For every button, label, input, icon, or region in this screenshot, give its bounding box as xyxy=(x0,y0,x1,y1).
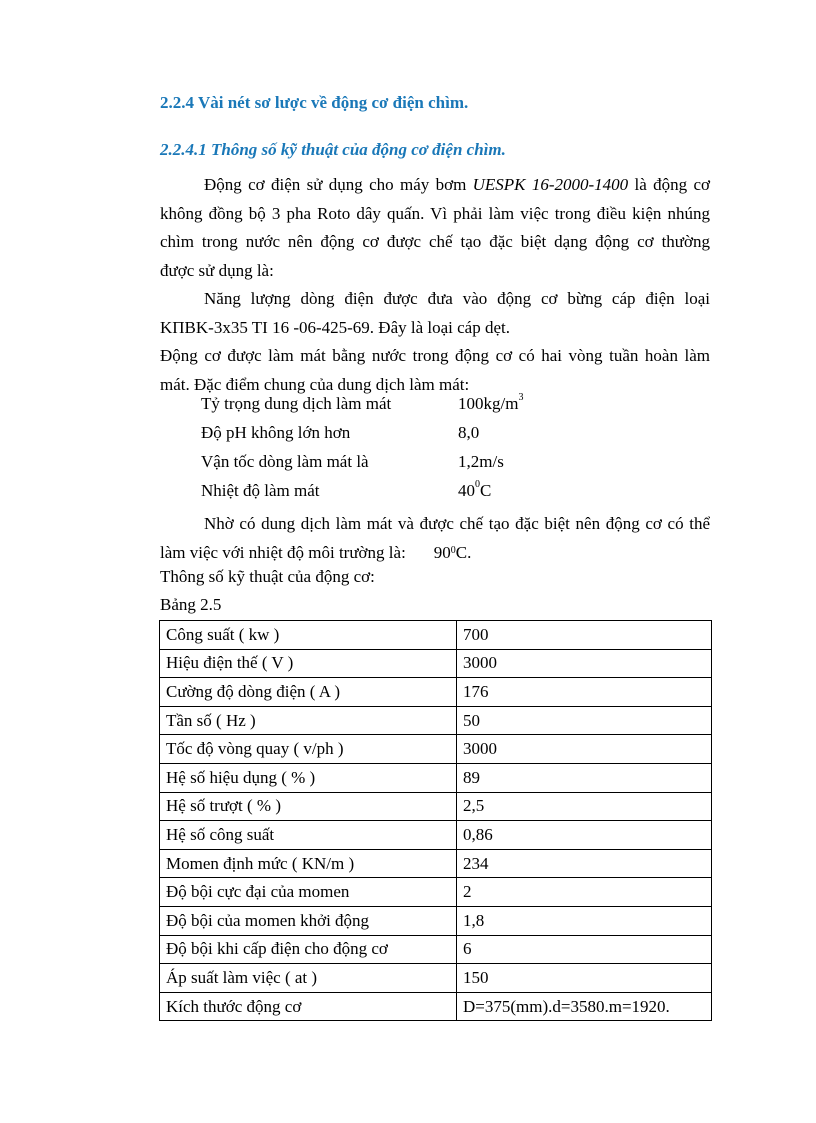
table-row xyxy=(160,992,712,1021)
parameter-cell: Hệ số công suất xyxy=(160,821,457,850)
text-line: Động cơ điện sử dụng cho máy bơm UESPK 16-2000-1400 là động cơ xyxy=(204,175,710,194)
value-cell: 234 xyxy=(457,849,712,878)
spec-label: Độ pH không lớn hơn xyxy=(201,423,351,442)
text-line: Động cơ được làm mát bằng nước trong động cơ có hai vòng tuần hoàn làm xyxy=(160,346,710,365)
parameter-cell: Hiệu điện thế ( V ) xyxy=(160,649,457,678)
section-heading: 2.2.4 Vài nét sơ lược về động cơ điện chìm. xyxy=(160,93,469,112)
value-cell: D=375(mm).d=3580.m=1920. xyxy=(457,992,712,1021)
value-cell: 3000 xyxy=(457,649,712,678)
parameter-cell: Tốc độ vòng quay ( v/ph ) xyxy=(160,735,457,764)
coolant-spec-row xyxy=(201,479,492,501)
value-cell: 3000 xyxy=(457,735,712,764)
paragraph-environment-temp xyxy=(160,510,710,567)
value-cell: 50 xyxy=(457,706,712,735)
coolant-spec-row xyxy=(201,423,480,443)
text-line: Nhờ có dung dịch làm mát và được chế tạo đặc biệt nên động cơ có thể xyxy=(204,514,710,533)
table-row xyxy=(160,878,712,907)
parameter-cell: Áp suất làm việc ( at ) xyxy=(160,964,457,993)
value-cell: 2 xyxy=(457,878,712,907)
table-row xyxy=(160,706,712,735)
text-line: được sử dụng là: xyxy=(160,260,274,280)
parameter-cell: Momen định mức ( KN/m ) xyxy=(160,849,457,878)
parameter-cell: Độ bội của momen khởi động xyxy=(160,906,457,935)
pump-model: UESPK 16-2000-1400 xyxy=(472,175,629,194)
coolant-spec-row xyxy=(201,392,524,414)
parameter-cell: Kích thước động cơ xyxy=(160,992,457,1021)
table-row xyxy=(160,849,712,878)
text-line: chìm trong nước nên động cơ được chế tạo đặc biệt dạng động cơ thường xyxy=(160,232,710,251)
value-cell: 150 xyxy=(457,964,712,993)
table-row xyxy=(160,763,712,792)
parameter-cell: Độ bội khi cấp điện cho động cơ xyxy=(160,935,457,964)
parameter-cell: Cường độ dòng điện ( A ) xyxy=(160,678,457,707)
parameter-cell: Hệ số trượt ( % ) xyxy=(160,792,457,821)
table-row xyxy=(160,906,712,935)
table-row xyxy=(160,792,712,821)
spec-label: Vận tốc dòng làm mát là xyxy=(201,452,369,471)
spec-value: 8,0 xyxy=(458,423,480,442)
text-line: làm việc với nhiệt độ môi trường là: $90^0C$. xyxy=(160,542,472,562)
parameter-cell: Hệ số hiệu dụng ( % ) xyxy=(160,763,457,792)
text-line: mát. Đặc điểm chung của dung dịch làm mát: xyxy=(160,374,470,394)
spec-label: Nhiệt độ làm mát xyxy=(201,481,320,500)
table-row xyxy=(160,678,712,707)
paragraph-cooling xyxy=(160,342,710,399)
table-row xyxy=(160,649,712,678)
subsection-heading: 2.2.4.1 Thông số kỹ thuật của động cơ điện chìm. xyxy=(160,140,506,159)
table-row xyxy=(160,964,712,993)
value-cell: 1,8 xyxy=(457,906,712,935)
spec-intro: Thông số kỹ thuật của động cơ: xyxy=(160,567,375,586)
table-row xyxy=(160,735,712,764)
value-cell: 6 xyxy=(457,935,712,964)
paragraph-motor-intro xyxy=(160,171,710,285)
spec-value: $40^0C$ xyxy=(458,479,492,500)
value-cell: 176 xyxy=(457,678,712,707)
coolant-spec-row xyxy=(201,452,504,472)
table-caption: Bảng 2.5 xyxy=(160,595,222,614)
table-row xyxy=(160,821,712,850)
spec-label: Tỷ trọng dung dịch làm mát xyxy=(201,394,392,413)
paragraph-cable xyxy=(160,285,710,342)
table-row xyxy=(160,621,712,650)
parameter-cell: Độ bội cực đại của momen xyxy=(160,878,457,907)
value-cell: 89 xyxy=(457,763,712,792)
motor-spec-table xyxy=(159,620,712,1021)
value-cell: 700 xyxy=(457,621,712,650)
value-cell: 2,5 xyxy=(457,792,712,821)
parameter-cell: Tần số ( Hz ) xyxy=(160,706,457,735)
spec-value: $100kg/m^3$ xyxy=(458,392,524,413)
text-line: không đồng bộ 3 pha Roto dây quấn. Vì phải làm việc trong điều kiện nhúng xyxy=(160,203,710,223)
spec-value: 1,2m/s xyxy=(458,452,504,471)
text-line: Năng lượng dòng điện được đưa vào động cơ bừng cáp điện loại xyxy=(204,289,710,308)
text-line: KПBK-3x35 TI 16 -06-425-69. Đây là loại cáp dẹt. xyxy=(160,317,510,337)
value-cell: 0,86 xyxy=(457,821,712,850)
table-row xyxy=(160,935,712,964)
parameter-cell: Công suất ( kw ) xyxy=(160,621,457,650)
